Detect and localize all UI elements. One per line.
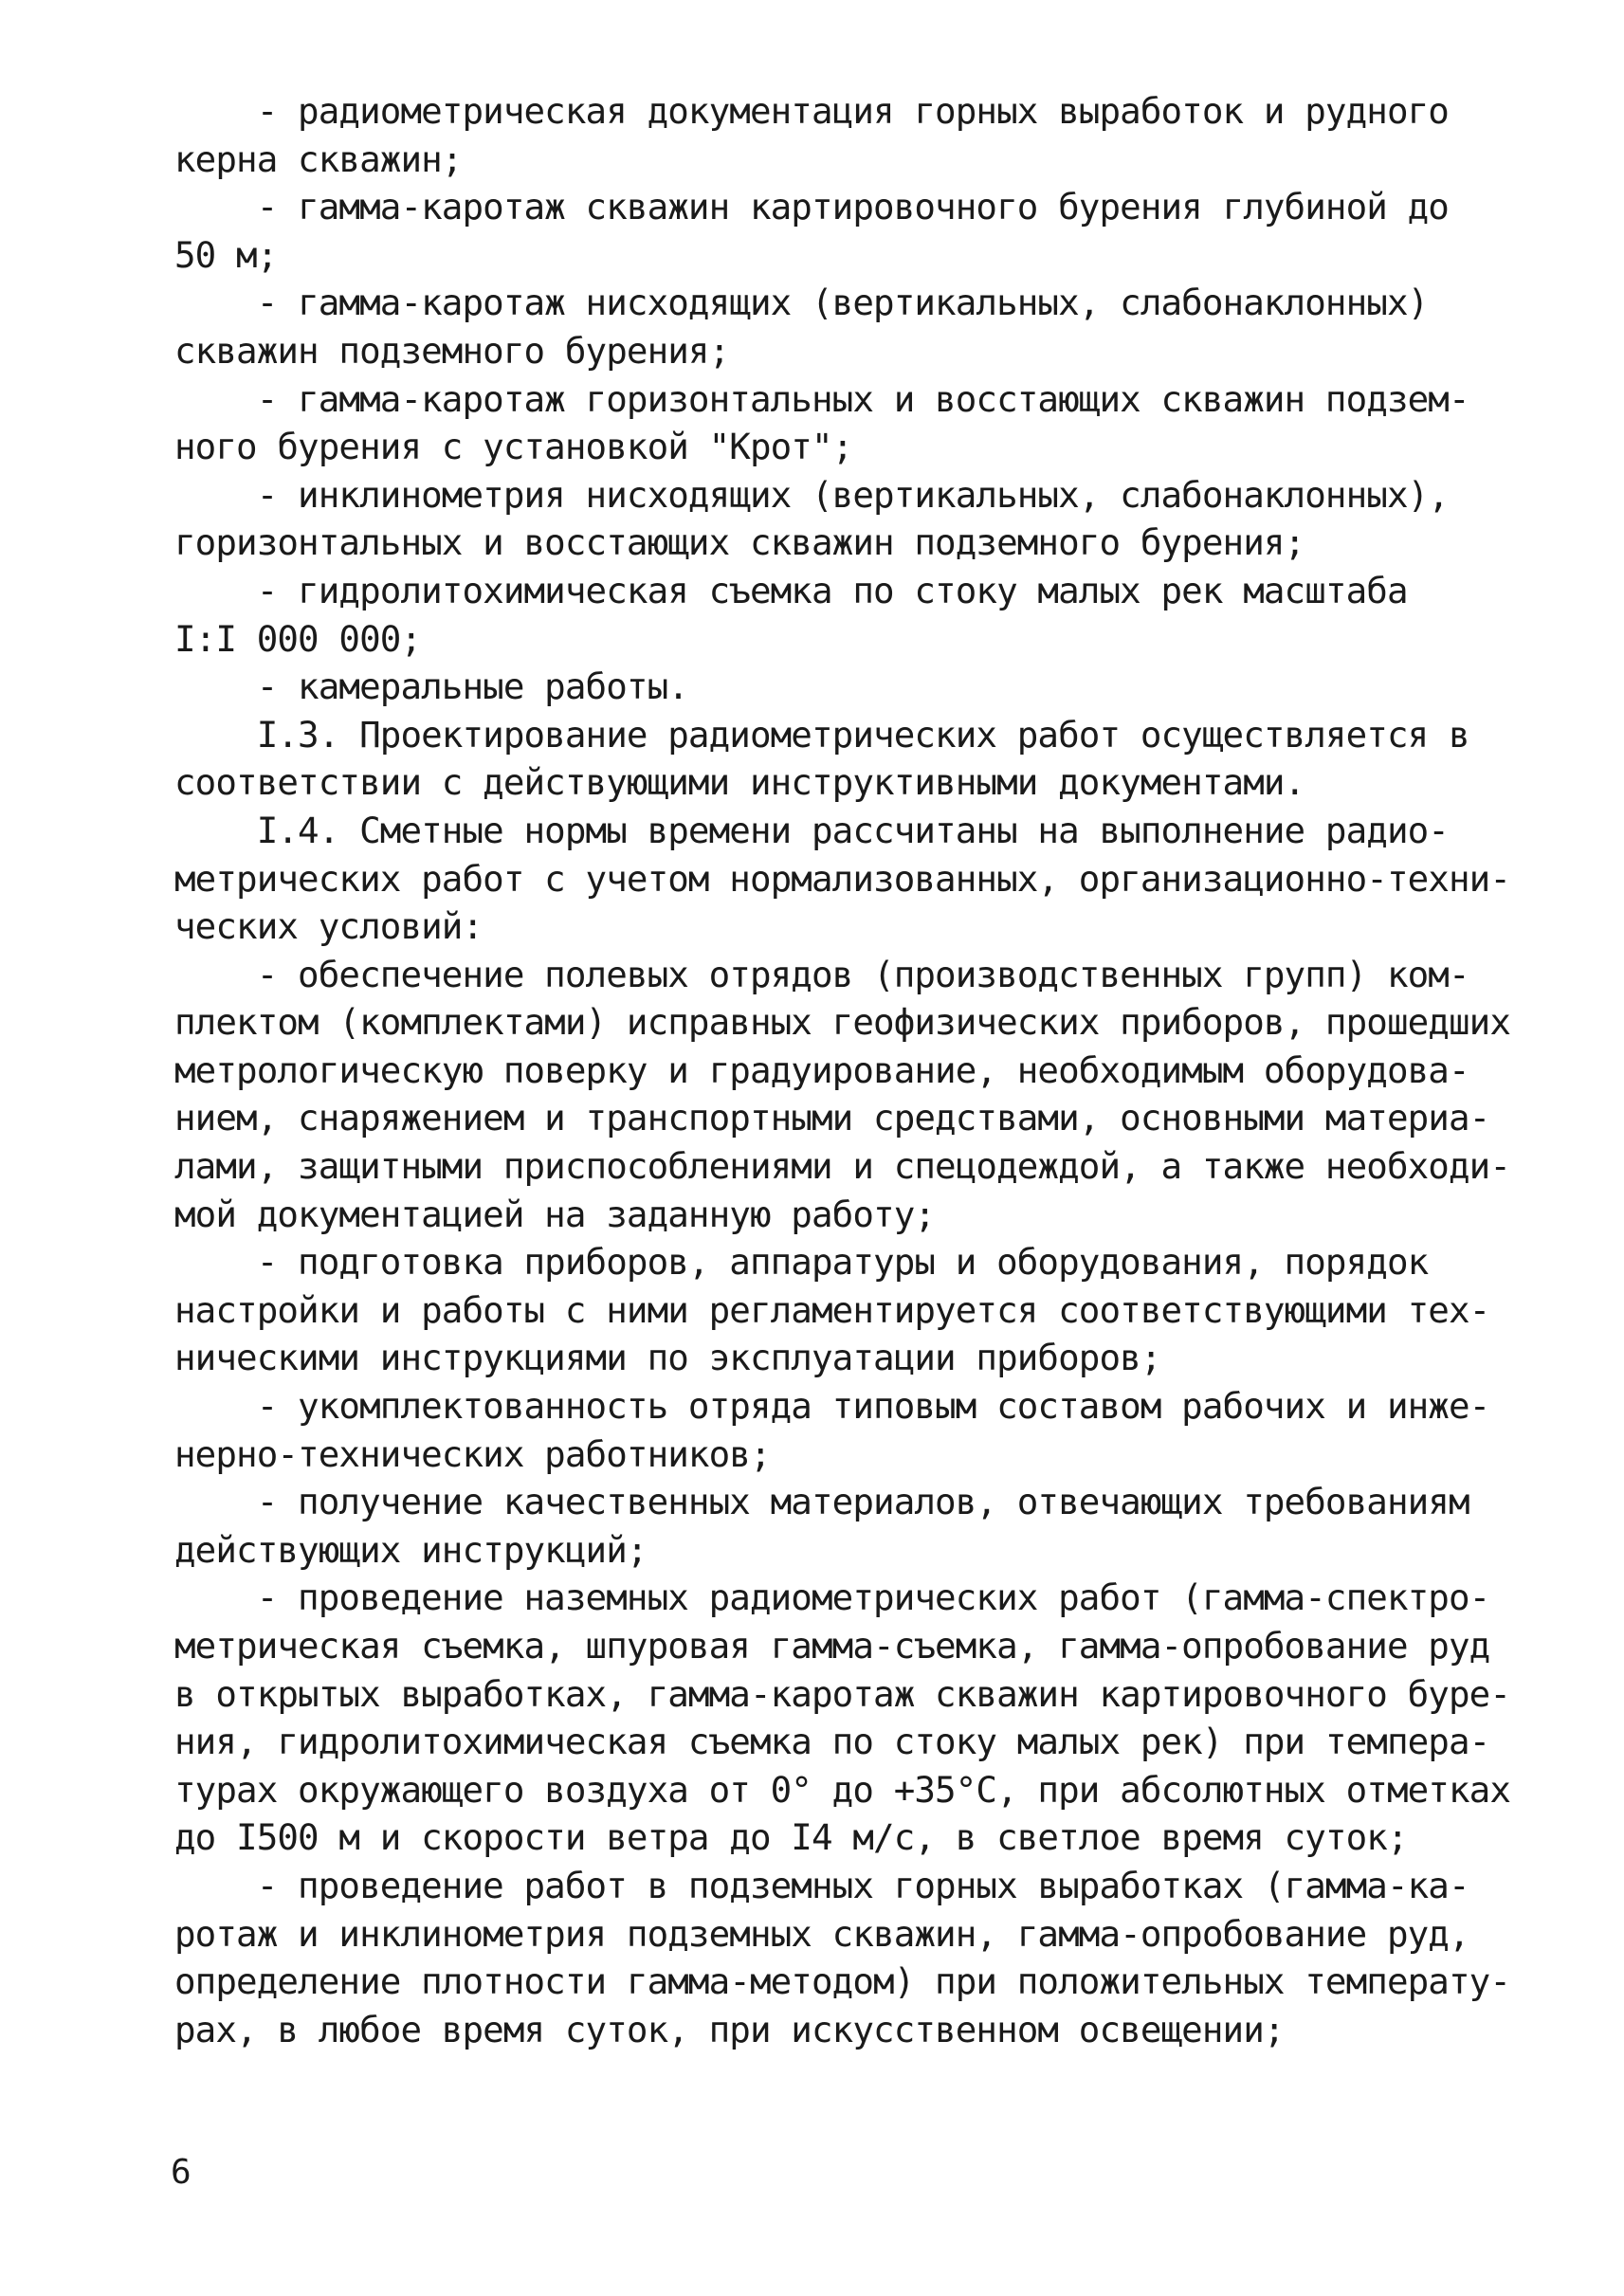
text-line: скважин подземного бурения; xyxy=(174,329,730,372)
text-line: ния, гидролитохимическая съемка по стоку малых рек) при темпера- xyxy=(174,1721,1490,1763)
text-line: горизонтальных и восстающих скважин подземного бурения; xyxy=(174,521,1305,564)
text-line: ротаж и инклинометрия подземных скважин, гамма-опробование руд, xyxy=(174,1912,1469,1955)
text-line: - камеральные работы. xyxy=(174,665,688,708)
text-line: рах, в любое время суток, при искусственном освещении; xyxy=(174,2008,1285,2050)
text-line: настройки и работы с ними регламентируется соответствующими тех- xyxy=(174,1288,1490,1331)
text-line: ного бурения с установкой "Крот"; xyxy=(174,426,853,468)
text-line: - инклинометрия нисходящих (вертикальных, слабонаклонных), xyxy=(174,473,1449,516)
text-line: метрологическую поверку и градуирование, необходимым оборудова- xyxy=(174,1048,1469,1091)
text-line: метрических работ с учетом нормализованных, организационно-техни- xyxy=(174,857,1510,900)
text-line: - проведение работ в подземных горных выработках (гамма-ка- xyxy=(174,1864,1469,1906)
text-line: метрическая съемка, шпуровая гамма-съемка, гамма-опробование руд xyxy=(174,1625,1490,1667)
text-line: плектом (комплектами) исправных геофизических приборов, прошедших xyxy=(174,1001,1510,1044)
text-line: ническими инструкциями по эксплуатации приборов; xyxy=(174,1337,1161,1379)
text-line: I:I 000 000; xyxy=(174,617,422,660)
text-line: - проведение наземных радиометрических работ (гамма-спектро- xyxy=(174,1576,1490,1619)
text-line: действующих инструкций; xyxy=(174,1528,648,1571)
text-line: нием, снаряжением и транспортными средствами, основными материа- xyxy=(174,1097,1490,1139)
text-line: лами, защитными приспособлениями и спецодеждой, а также необходи- xyxy=(174,1145,1510,1188)
text-line: - получение качественных материалов, отвечающих требованиям xyxy=(174,1481,1469,1523)
text-line: до I500 м и скорости ветра до I4 м/с, в светлое время суток; xyxy=(174,1816,1408,1859)
body-text xyxy=(174,87,1510,2053)
text-line: определение плотности гамма-методом) при положительных температу- xyxy=(174,1960,1510,2003)
text-line: I.3. Проектирование радиометрических работ осуществляется в xyxy=(174,713,1469,756)
text-line: ческих условий: xyxy=(174,905,484,948)
text-line: в открытых выработках, гамма-каротаж скважин картировочного буре- xyxy=(174,1672,1510,1715)
text-line: 50 м; xyxy=(174,233,278,276)
text-line: I.4. Сметные нормы времени рассчитаны на выполнение радио- xyxy=(174,809,1449,851)
text-line: - подготовка приборов, аппаратуры и оборудования, порядок xyxy=(174,1241,1429,1284)
text-line: - обеспечение полевых отрядов (производственных групп) ком- xyxy=(174,953,1469,995)
page-number: 6 xyxy=(171,2153,192,2192)
text-line: - радиометрическая документация горных выработок и рудного xyxy=(174,90,1449,132)
text-line: - гамма-каротаж скважин картировочного бурения глубиной до xyxy=(174,186,1449,228)
text-line: керна скважин; xyxy=(174,137,463,180)
text-line: - гидролитохимическая съемка по стоку малых рек масштаба xyxy=(174,569,1408,611)
text-line: - гамма-каротаж горизонтальных и восстающих скважин подзем- xyxy=(174,377,1469,420)
text-line: нерно-технических работников; xyxy=(174,1432,771,1475)
text-line: соответствии с действующими инструктивными документами. xyxy=(174,761,1305,804)
text-line: турах окружающего воздуха от 0° до +35°С, при абсолютных отметках xyxy=(174,1768,1510,1811)
text-line: - гамма-каротаж нисходящих (вертикальных, слабонаклонных) xyxy=(174,282,1429,324)
text-line: - укомплектованность отряда типовым составом рабочих и инже- xyxy=(174,1385,1490,1428)
text-line: мой документацией на заданную работу; xyxy=(174,1193,936,1235)
